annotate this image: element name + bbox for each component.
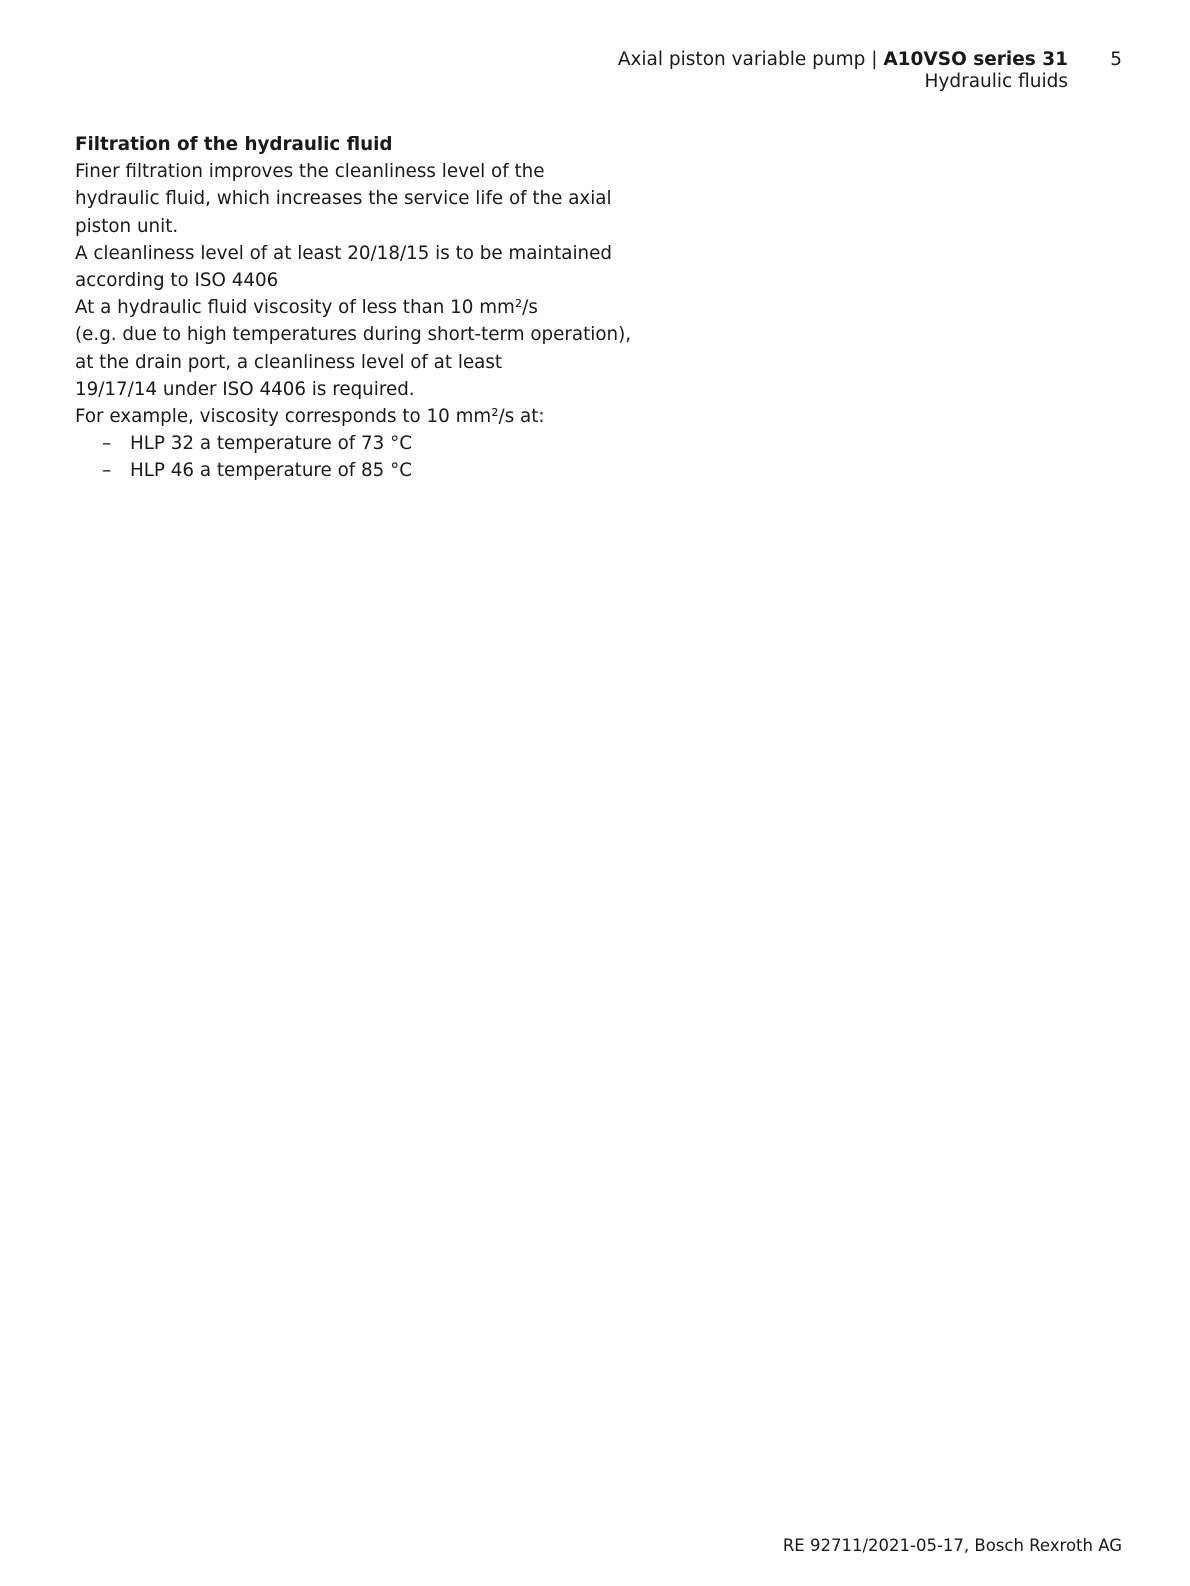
list-dash: –	[102, 460, 112, 482]
main-content	[75, 131, 635, 485]
list-dash: –	[102, 433, 112, 455]
temperature-list	[75, 430, 635, 484]
document-title-prefix: Axial piston variable pump |	[617, 49, 884, 70]
body-line: 19/17/14 under ISO 4406 is required.	[75, 378, 415, 400]
page-number: 5	[1110, 49, 1122, 70]
body-line: A cleanliness level of at least 20/18/15 is to be maintained	[75, 242, 612, 264]
product-name: A10VSO series 31	[883, 49, 1068, 70]
body-line: Finer filtration improves the cleanliness level of the	[75, 161, 545, 183]
section-title: Hydraulic fluids	[924, 71, 1068, 92]
list-item	[75, 457, 635, 484]
body-line: according to ISO 4406	[75, 270, 279, 292]
document-title	[618, 49, 1068, 71]
body-line: piston unit.	[75, 215, 179, 237]
body-line: (e.g. due to high temperatures during short-term operation),	[75, 324, 632, 346]
page-footer: RE 92711/2021-05-17, Bosch Rexroth AG	[782, 1536, 1122, 1555]
body-line: At a hydraulic fluid viscosity of less than 10 mm²/s	[75, 297, 538, 319]
body-line: For example, viscosity corresponds to 10 mm²/s at:	[75, 406, 545, 428]
list-item-text: HLP 32 a temperature of 73 °C	[130, 433, 412, 455]
body-line: at the drain port, a cleanliness level of at least	[75, 351, 503, 373]
section-heading: Filtration of the hydraulic fluid	[75, 134, 393, 155]
list-item	[75, 430, 635, 457]
running-header	[618, 49, 1068, 93]
list-item-text: HLP 46 a temperature of 85 °C	[130, 460, 412, 482]
body-line: hydraulic fluid, which increases the service life of the axial	[75, 188, 612, 210]
